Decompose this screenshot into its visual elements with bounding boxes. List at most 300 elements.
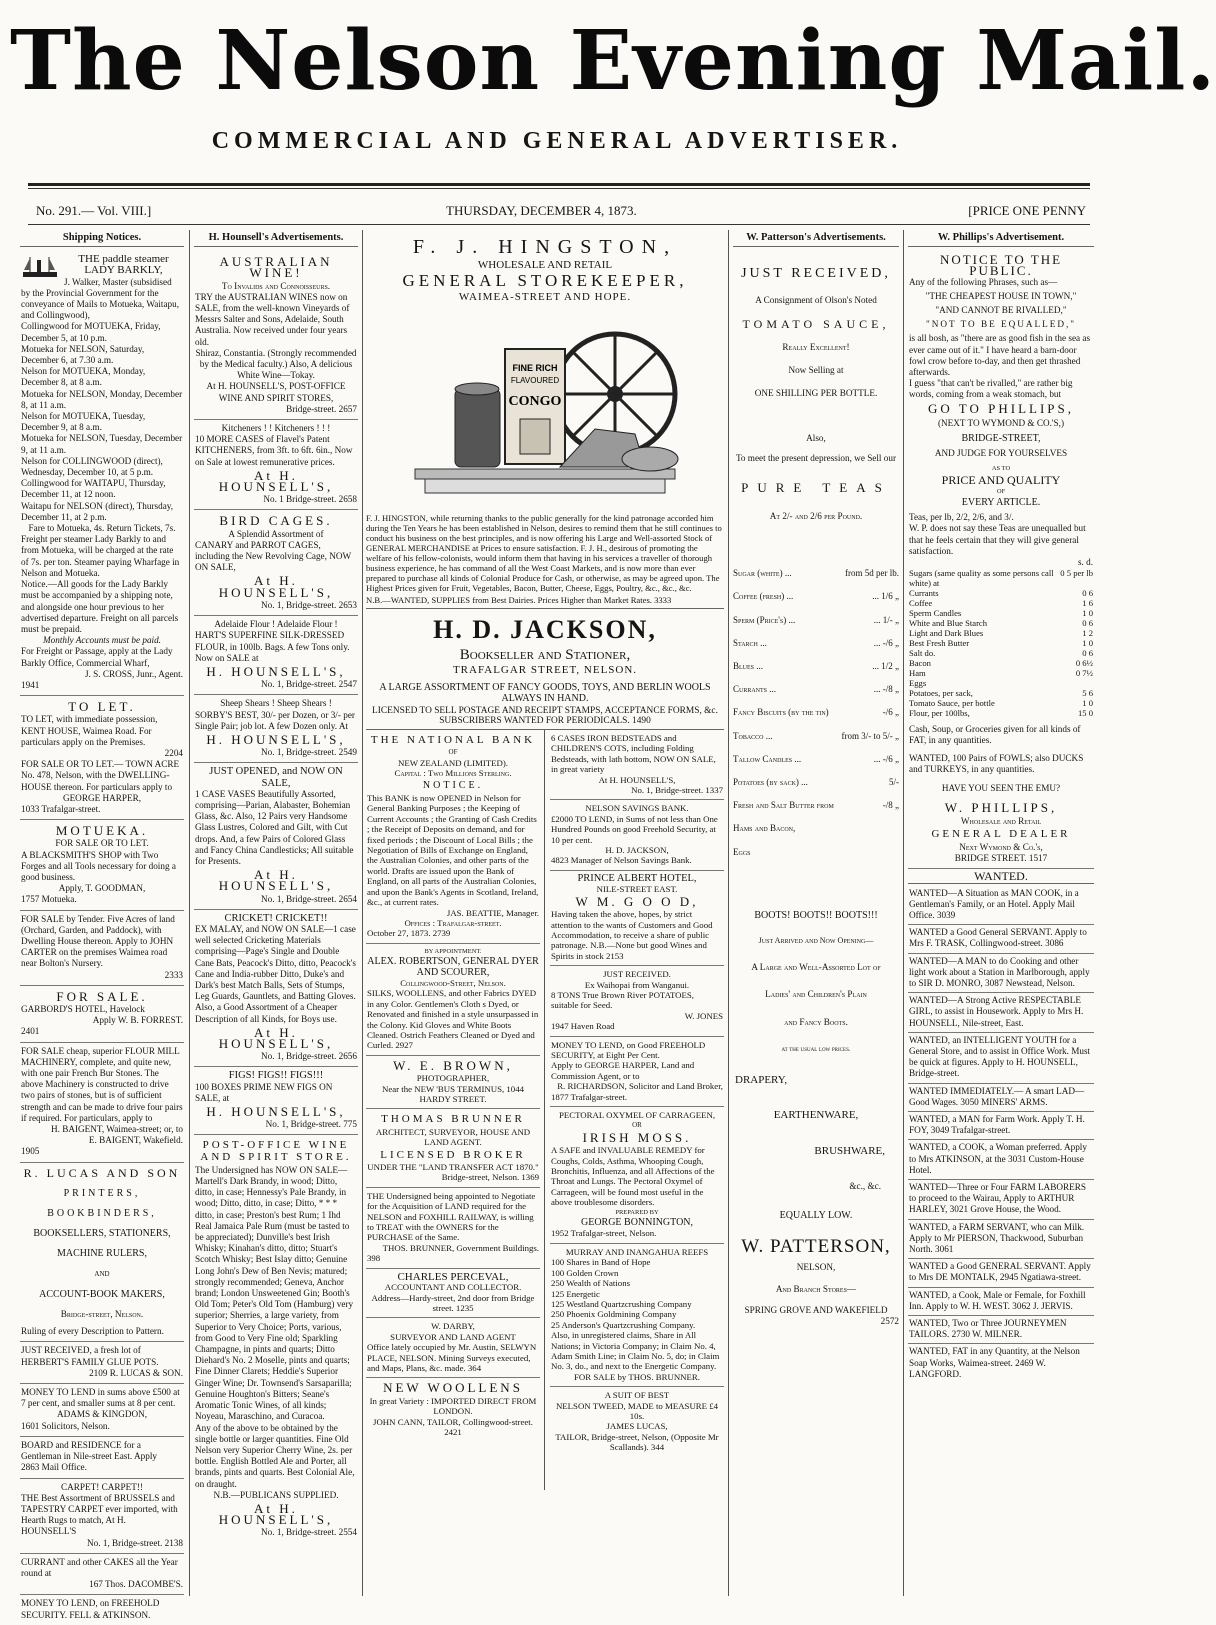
phillips-fowls: WANTED, 100 Pairs of FOWLS; also DUCKS and TURKEYS, in any quantities. bbox=[909, 752, 1084, 774]
masthead-rule-second bbox=[28, 188, 1090, 189]
ad-currant bbox=[20, 1554, 184, 1596]
ad-line: BOOKSELLERS, STATIONERS, bbox=[33, 1228, 171, 1240]
ship-line: Collingwood for WAITAPU, Thursday, December 11, at 12 noon. bbox=[21, 478, 166, 500]
ad-body: TRY the AUSTRALIAN WINES now on SALE, from the well-known Vineyards of Messrs Salter and Sons, Adelaide, South Australia. Now received under four years old. bbox=[195, 291, 350, 347]
ad-address: TAILOR, Bridge-street, Nelson, (Opposite Mr Scallands). 344 bbox=[555, 1431, 719, 1453]
ad-signature: FOR SALE by THOS. BRUNNER. bbox=[574, 1371, 700, 1382]
phillips-every: EVERY ARTICLE. bbox=[961, 497, 1041, 509]
ad-tweed bbox=[550, 1387, 724, 1456]
phillips-name: W. PHILLIPS, bbox=[944, 800, 1058, 816]
jackson-body-2: LICENSED TO SELL POSTAGE AND RECEIPT STAMPS, ACCEPTANCE FORMS, &c. SUBSCRIBERS WANTED FOR PERIODICALS. 1490 bbox=[372, 706, 718, 726]
patterson-price-list bbox=[733, 562, 899, 864]
ship-line: Fare to Motueka, 4s. Return Tickets, 7s. bbox=[28, 523, 176, 534]
ad-body: The Undersigned has NOW ON SALE— Martell's Dark Brandy, in wood; Ditto, ditto, in case; Hennessy's Pale Brandy, in wood; Ditto, ditto, in case; Ditto, * * * ditto, in case; Preston's best Rum; 1 Ihd Real Jamaica Pale Rum (must be tasted to be appreciated); Dunville's best Irish Whisky; Kinahan's ditto, ditto; Stuart's Scotch Whisky; Best Islay ditto; Genuine Long John's Dew of Ben Nevis; matured; strongly recommended; Geneva, Anchor brand; London Unsweetened Gin; Booth's Old Tom; Peter's Old Tom (Hamburg) very superior; Sherries, a large variety, from Superior to Very Choice; Ports, various, from Good to Very Fine old; Sparkling Champagne, in pints and quarts; Ditto Diehard's No. 2 Moselle, pints and quarts; Fine Dinner Clarets; Heddie's Superior Ginger Wine; Dr. Townsend's Sarsaparilla; Genuine Houghton's Bitters; Seane's Aromatic Tonic Wines, of all kinds; Noyeau, Maraschino, and Curacoa. bbox=[195, 1164, 354, 1422]
ad-oxymel bbox=[550, 1107, 724, 1244]
phillips-price-quality: PRICE AND QUALITY bbox=[941, 472, 1061, 487]
hingston-nb: N.B.—WANTED, SUPPLIES from Best Dairies. Prices Higher than Market Rates. 3333 bbox=[366, 595, 672, 605]
ad-at: At H. HOUNSELL'S, bbox=[598, 774, 676, 785]
ad-address: No. 1 Bridge-street. 2658 bbox=[263, 494, 357, 505]
ad-signature: JAMES LUCAS, bbox=[606, 1421, 668, 1432]
price-row: Tobacco ... from 3/- to 5/- „ bbox=[733, 730, 899, 741]
jackson-body: A LARGE ASSORTMENT OF FANCY GOODS, TOYS, AND BERLIN WOOLS ALWAYS IN HAND. bbox=[379, 682, 711, 704]
ad-line: Offices : Trafalgar-street. bbox=[404, 917, 502, 928]
ad-heading: JUST RECEIVED. bbox=[603, 969, 671, 980]
ad-line: Collingwood-Street, Nelson. bbox=[400, 977, 506, 988]
ship-line: J. Walker, Master (subsidised by the Provincial Government for the conveyance of Mails to Motueka, Waitapu, and Collingwood), bbox=[21, 276, 180, 321]
ad-line: NOTICE. bbox=[422, 779, 484, 791]
ad-heading: PRINCE ALBERT HOTEL, bbox=[577, 872, 697, 884]
ad-lucas-printers bbox=[20, 1163, 184, 1343]
ad-body: 100 BOXES PRIME NEW FIGS ON SALE, at bbox=[195, 1081, 333, 1103]
ad-heading: Adelaide Flour ! Adelaide Flour ! bbox=[214, 619, 338, 630]
center-right-subcolumn bbox=[550, 730, 724, 1457]
tin-label-flavoured: FLAVOURED bbox=[510, 376, 560, 385]
ship-line: Freight per steamer Lady Barkly to and from Motueka, will be charged at the rate of 7s. per ton. Steamer paying Wharfage in Nelson and Motueka. bbox=[21, 534, 180, 578]
ad-line: OF bbox=[448, 748, 458, 757]
tin-label-congo: CONGO bbox=[508, 394, 562, 409]
phillips-of: OF bbox=[996, 487, 1006, 495]
ad-money-to-lend bbox=[20, 1384, 184, 1437]
table-row: White and Blue Starch 0 6 bbox=[909, 618, 1093, 629]
table-row: Sperm Candles 1 0 bbox=[909, 608, 1093, 619]
ad-signature: Apply W. B. FORREST. bbox=[92, 1015, 183, 1026]
ad-at: H. HOUNSELL'S, bbox=[206, 731, 346, 747]
phillips-table-head: s. d. bbox=[1077, 557, 1093, 568]
ad-number: 1905 bbox=[21, 1146, 40, 1157]
ad-jackson bbox=[366, 615, 724, 730]
phillips-phrase: "AND CANNOT BE RIVALLED," bbox=[935, 305, 1067, 316]
phillips-bridge-street: BRIDGE STREET. 1517 bbox=[954, 853, 1048, 864]
patterson-brushware: BRUSHWARE, bbox=[814, 1144, 885, 1157]
ad-murray-reefs bbox=[550, 1244, 724, 1387]
phillips-price-table bbox=[909, 568, 1093, 718]
phillips-body: is all bosh, as "there are as good fish in the sea as ever came out of it." I have heard a barn-door fowl crow before to-day, and then get thrashed afterwards. bbox=[909, 333, 1091, 378]
ad-body: 6 CASES IRON BEDSTEADS and CHILDREN'S COTS, including Folding Bedsteads, with lath bottom, NOW ON SALE, in great variety bbox=[551, 733, 716, 775]
ad-address: 1947 Haven Road bbox=[551, 1021, 615, 1032]
ad-line: MACHINE RULERS, bbox=[56, 1248, 147, 1260]
ad-tender bbox=[20, 911, 184, 986]
wanted-ad: WANTED, Two or Three JOURNEYMEN TAILORS. 2730 W. MILNER. bbox=[908, 1316, 1094, 1344]
ad-brunner bbox=[366, 1109, 540, 1187]
ad-heading: AUSTRALIAN WINE! bbox=[219, 254, 333, 281]
ad-address: No. 1, Bridge-street. 2653 bbox=[261, 599, 357, 610]
column-hounsell bbox=[194, 232, 358, 1594]
ad-line: BOOKBINDERS, bbox=[47, 1208, 157, 1220]
wanted-ad: WANTED—A Strong Active RESPECTABLE GIRL, to assist in Housework. Apply to Mrs H. HOUNSELL, Nile-street, East. bbox=[908, 993, 1094, 1033]
table-row: Bacon 0 6½ bbox=[909, 658, 1093, 669]
patterson-pure-teas: PURE TEAS bbox=[741, 479, 891, 495]
ad-number: 1757 Motueka. bbox=[21, 894, 77, 905]
price-row: Hams and Bacon, bbox=[733, 823, 796, 834]
ad-heading: NELSON SAVINGS BANK. bbox=[585, 803, 689, 814]
table-row: Tomato Sauce, per bottle 1 0 bbox=[909, 698, 1093, 709]
ad-at: At H. HOUNSELL'S, bbox=[218, 1500, 334, 1528]
ad-adelaide-flour bbox=[194, 616, 358, 695]
ad-address: Bridge-street, Nelson. 1369 bbox=[441, 1172, 539, 1183]
ad-signature: THOS. BRUNNER, Government Buildings. bbox=[382, 1242, 539, 1253]
ad-national-bank bbox=[366, 730, 540, 944]
ad-number: 1033 Trafalgar-street. bbox=[21, 803, 101, 814]
ad-line: NILE-STREET EAST. bbox=[596, 884, 678, 895]
ad-signature: E. BAIGENT, Wakefield. bbox=[88, 1135, 183, 1146]
ad-note: Any of the above to be obtained by the single bottle or larger quantities. Fine Old Nelson very Superior Cherry Wine, 2s. per bottle. English Bottled Ale and Porter, all brands, pints and quarts. Best Colonial Ale, on draught. bbox=[195, 1422, 355, 1489]
ad-phillips bbox=[908, 251, 1094, 869]
ad-body: SILKS, WOOLLENS, and other Fabrics DYED in any Color. Gentlemen's Cloth s Dyed, or Renovated and finished in a style unsurpassed in the Colony. Kid Gloves and White Boots Cleaned. Ostrich Feathers Cleaned or Dyed and Curled. 2927 bbox=[367, 988, 539, 1051]
ad-flour-mill bbox=[20, 1043, 184, 1163]
ad-heading: MURRAY AND INANGAHUA REEFS bbox=[565, 1246, 709, 1257]
table-row: Ham 0 7½ bbox=[909, 668, 1093, 679]
phillips-phrase: "THE CHEAPEST HOUSE IN TOWN," bbox=[925, 290, 1077, 301]
share-line: 125 Energetic bbox=[551, 1288, 600, 1299]
ship-line: Nelson for MOTUEKA, Tuesday, December 9, at 8 a.m. bbox=[21, 411, 146, 433]
ad-at: H. HOUNSELL'S, bbox=[206, 663, 346, 679]
ship-line: J. S. CROSS, Junr., Agent. bbox=[84, 668, 183, 679]
hingston-address: WAIMEA-STREET AND HOPE. bbox=[458, 291, 632, 303]
ad-address: No. 1, Bridge-street. 2547 bbox=[261, 679, 357, 690]
ad-body: BOARD and RESIDENCE for a Gentleman in Nile-street East. Apply bbox=[21, 1439, 157, 1462]
ad-savings-bank bbox=[550, 800, 724, 870]
ad-iron-bedsteads bbox=[550, 730, 724, 800]
table-row: Light and Dark Blues 1 2 bbox=[909, 628, 1093, 639]
price-row: Blues ... ... 1/2 „ bbox=[733, 661, 899, 672]
ad-body: £2000 TO LEND, in Sums of not less than One Hundred Pounds on good Freehold Security, at 10 per cent. bbox=[551, 813, 718, 845]
newspaper-title: The Nelson Evening Mail. bbox=[10, 13, 1216, 109]
phillips-cash: Cash, Soup, or Groceries given for all kinds of FAT, in any quantities. bbox=[909, 724, 1081, 746]
subcolumn-divider bbox=[544, 730, 545, 1490]
ad-signature: H. D. JACKSON, bbox=[605, 845, 669, 856]
ad-signature: GEORGE BONNINGTON, bbox=[580, 1217, 694, 1229]
ad-board bbox=[20, 1437, 184, 1479]
ad-to-let bbox=[20, 696, 184, 820]
phillips-as-to: AS TO bbox=[991, 465, 1011, 473]
ad-body: MONEY TO LEND, on FREEHOLD SECURITY. FELL & ATKINSON. bbox=[21, 1598, 160, 1620]
ship-line: Monthly Accounts must be paid. bbox=[43, 635, 161, 646]
wanted-ad: WANTED a Good General SERVANT. Apply to Mrs F. TRASK, Collingwood-street. 3086 bbox=[908, 925, 1094, 953]
phillips-go-to: GO TO PHILLIPS, bbox=[927, 400, 1074, 416]
jackson-name: H. D. JACKSON, bbox=[433, 615, 657, 644]
ad-body: 1 CASE VASES Beautifully Assorted, comprising—Parian, Alabaster, Bohemian Glass, &c. Also, 12 Pairs very Handsome Glass Lustres, Colored and Gilt, with Cut drops. And, a few Pairs of Colored Glass and Fancy China Candlesticks; All suitable for Presents. bbox=[195, 788, 354, 866]
patterson-consignment: A Consignment of Olson's Noted bbox=[755, 295, 877, 306]
wanted-ad: WANTED, FAT in any Quantity, at the Nelson Soap Works, Waimea-street. 2469 W. LANGFORD. bbox=[909, 1346, 1080, 1379]
ad-body: In great Variety : IMPORTED DIRECT FROM LONDON. bbox=[369, 1395, 537, 1417]
ad-heading: A SUIT OF BEST bbox=[604, 1390, 670, 1401]
patterson-name: W. PATTERSON, bbox=[741, 1236, 891, 1258]
ad-body: MONEY TO LEND, on Good FREEHOLD SECURITY, at Eight Per Cent. bbox=[551, 1039, 706, 1060]
masthead bbox=[0, 0, 1216, 180]
ad-at: At H. HOUNSELL'S, POST-OFFICE WINE AND SPIRIT STORES, bbox=[206, 381, 346, 403]
center-left-subcolumn bbox=[366, 730, 540, 1441]
ad-address: No. 1, Bridge-street. 2549 bbox=[261, 747, 357, 758]
ad-body: Also, in unregistered claims, Share in All Nations; in Victoria Company; in Claim No. 4, Adam Smith Line; in Claim No. 5, do; in Claim No. 3, do., and next to the Energetic Company. bbox=[551, 1330, 720, 1372]
ad-perceval bbox=[366, 1269, 540, 1319]
ad-cricket bbox=[194, 910, 358, 1068]
price-row: Sperm (Price's) ... ... 1/- „ bbox=[733, 614, 899, 625]
ship-name: THE paddle steamer LADY BARKLY, bbox=[78, 253, 169, 277]
patterson-equally-low: EQUALLY LOW. bbox=[779, 1209, 853, 1221]
table-row: Flour, per 100lbs, 15 0 bbox=[909, 708, 1093, 719]
table-row: Currants 0 6 bbox=[909, 588, 1093, 599]
share-line: 250 Phoenix Goldmining Company bbox=[551, 1309, 677, 1320]
hingston-subtitle: WHOLESALE AND RETAIL bbox=[477, 259, 613, 271]
patterson-depression: To meet the present depression, we Sell our bbox=[735, 452, 897, 463]
patterson-spring-grove: SPRING GROVE AND WAKEFIELD bbox=[744, 1304, 888, 1315]
ad-heading: JUST OPENED, and NOW ON SALE, bbox=[209, 766, 343, 789]
ship-line: Nelson for MOTUEKA, Monday, December 8, at 8 a.m. bbox=[21, 366, 146, 388]
phillips-teas: Teas, per lb, 2/2, 2/6, and 3/. bbox=[909, 512, 1014, 523]
ad-address: No. 1, Bridge-street. 2656 bbox=[261, 1051, 357, 1062]
ship-line: Motueka for NELSON, Tuesday, December 9, at 11 a.m. bbox=[21, 433, 183, 455]
phillips-bridge: BRIDGE-STREET, bbox=[961, 433, 1041, 445]
ad-line: PHOTOGRAPHER, bbox=[416, 1073, 490, 1084]
column-divider bbox=[189, 230, 190, 1596]
wanted-ad: WANTED—A MAN to do Cooking and other light work about a Station in Marlborough, apply to SIR D. MONRO, 3087 Newstead, Nelson. bbox=[908, 954, 1094, 994]
patterson-really: Really Excellent! bbox=[782, 341, 850, 352]
ad-brown bbox=[366, 1056, 540, 1110]
ship-line: Nelson for COLLINGWOOD (direct), Wednesday, December 10, at 5 p.m. bbox=[21, 455, 163, 478]
ad-number: 2401 bbox=[21, 1026, 40, 1037]
center-subcolumns bbox=[366, 730, 724, 1490]
newspaper-subtitle: COMMERCIAL AND GENERAL ADVERTISER. bbox=[211, 128, 903, 154]
jackson-address: TRAFALGAR STREET, NELSON. bbox=[452, 664, 638, 676]
wanted-ad: WANTED—A Situation as MAN COOK, in a Gentleman's Family, or an Hotel. Apply Mail Office. 3039 bbox=[908, 886, 1094, 926]
ad-line: BY APPOINTMENT. bbox=[424, 947, 482, 955]
ad-body: Having taken the above, hopes, by strict attention to the wants of Customers and Good Accommodation, to receive a share of public patronage. N.B.—None but good Wines and Spirits in stock 2153 bbox=[551, 909, 713, 961]
ad-heading: ALEX. ROBERTSON, GENERAL DYER AND SCOURER, bbox=[367, 956, 539, 978]
phillips-judge: AND JUDGE FOR YOURSELVES bbox=[934, 448, 1068, 459]
ad-line: LICENSED BROKER bbox=[380, 1148, 526, 1161]
ad-body: Office lately occupied by Mr. Austin, SELWYN PLACE, NELSON. Mining Surveys executed, and Maps, Plans, &c. made. 364 bbox=[367, 1342, 537, 1373]
ad-body: A BLACKSMITH'S SHOP with Two Forges and all Tools necessary for doing a good business. bbox=[21, 849, 176, 882]
price-row: Potatoes (by sack) ... 5/- bbox=[733, 777, 899, 788]
ad-heading: Sheep Shears ! Sheep Shears ! bbox=[220, 698, 332, 709]
issue-price: [PRICE ONE PENNY bbox=[968, 203, 1086, 218]
patterson-price: ONE SHILLING PER BOTTLE. bbox=[754, 388, 878, 399]
share-line: 25 Anderson's Quartzcrushing Company. bbox=[551, 1319, 696, 1330]
patterson-just-received: JUST RECEIVED, bbox=[741, 266, 891, 282]
ad-body: GARBORD'S HOTEL, Havelock bbox=[21, 1004, 145, 1014]
ad-address: No. 1, Bridge-street. 1337 bbox=[631, 785, 723, 796]
ad-line: ARCHITECT, SURVEYOR, HOUSE AND LAND AGENT. bbox=[375, 1126, 531, 1148]
coffee-mill-tea-tin-illustration bbox=[395, 309, 695, 509]
ad-signature: R. RICHARDSON, Solicitor and Land Broker, bbox=[557, 1081, 723, 1092]
ad-freehold bbox=[20, 1595, 184, 1624]
table-row: Eggs bbox=[909, 678, 927, 689]
masthead-rule-top bbox=[28, 183, 1090, 186]
ad-potatoes bbox=[550, 966, 724, 1036]
jackson-trade: Bookseller and Stationer, bbox=[459, 647, 631, 663]
ad-line: ACCOUNT-BOOK MAKERS, bbox=[39, 1288, 165, 1300]
ad-number: 2333 bbox=[164, 969, 183, 980]
ad-body: FOR SALE cheap, superior FLOUR MILL MACHINERY, complete, and quite new, with one pair French Bur Stones. The above Machinery is constructed to drive two pairs of stones, but is of sufficient strength and can be made to drive four pairs if required. For particulars, apply to bbox=[21, 1045, 183, 1123]
ad-body: Apply to GEORGE HARPER, Land and Commission Agent, or to bbox=[551, 1060, 695, 1081]
wanted-ad: WANTED, a FARM SERVANT, who can Milk. Apply to Mr PIERSON, Thackwood, Suburban North. 3061 bbox=[908, 1220, 1094, 1260]
patterson-boots-lot: A Large and Well-Assorted Lot of bbox=[751, 962, 881, 973]
wanted-ad: WANTED IMMEDIATELY.— A smart LAD—Good Wages. 3050 MINERS' ARMS. bbox=[908, 1084, 1094, 1112]
ad-line: W M. G O O D, bbox=[575, 893, 699, 909]
ad-heading: CHARLES PERCEVAL, bbox=[397, 1270, 509, 1283]
ad-heading: FOR SALE. bbox=[56, 988, 148, 1004]
ad-subheading: FOR SALE OR TO LET. bbox=[55, 838, 149, 849]
column-divider bbox=[362, 230, 363, 1596]
issue-date: THURSDAY, DECEMBER 4, 1873. bbox=[446, 203, 637, 218]
ad-body: A SAFE and INVALUABLE REMEDY for Coughs, Colds, Asthma, Whooping Cough, Bronchitis, Influenza, and all Affections of the Throat and Lungs. The Pectoral Oxymel of Carrageen, will be found most useful in the above troublesome disorders. bbox=[551, 1145, 715, 1208]
ad-address: 4823 Manager of Nelson Savings Bank. bbox=[551, 855, 692, 866]
patterson-boots-ladies: Ladies' and Children's Plain bbox=[765, 989, 867, 1000]
ad-darby bbox=[366, 1318, 540, 1378]
patterson-tomato-sauce: TOMATO SAUCE, bbox=[742, 316, 890, 331]
patterson-boots-sub: Just Arrived and Now Opening— bbox=[758, 936, 874, 946]
ad-signature: 167 Thos. DACOMBE'S. bbox=[89, 1579, 183, 1590]
ad-body: FOR SALE by Tender. Five Acres of land (Orchard, Garden, and Paddock), with Dwelling House thereon. Apply to JOHN CARTER on the premises Waimea road near Bolton's Nursery. bbox=[21, 913, 175, 969]
patterson-now-selling: Now Selling at bbox=[788, 365, 844, 376]
ad-line: ACCOUNTANT AND COLLECTOR. bbox=[384, 1282, 522, 1293]
ad-body: THE Best Assortment of BRUSSELS and TAPESTRY CARPET ever imported, with Hearth Rugs to match, At H. HOUNSELL'S bbox=[21, 1492, 178, 1537]
ad-line: NEW ZEALAND (LIMITED). bbox=[397, 757, 508, 768]
table-row: Best Fresh Butter 1 0 bbox=[909, 638, 1093, 649]
ad-line: UNDER THE "LAND TRANSFER ACT 1870." bbox=[367, 1162, 539, 1173]
ad-glue bbox=[20, 1342, 184, 1384]
issue-number: No. 291.— Vol. VIII.] bbox=[36, 203, 152, 218]
ad-address: No. 1, Bridge-street. 2138 bbox=[87, 1537, 183, 1548]
share-line: 125 Westland Quartzcrushing Company bbox=[551, 1298, 692, 1309]
column-phillips bbox=[908, 232, 1094, 1594]
ad-at: At H. HOUNSELL'S, bbox=[218, 467, 334, 495]
ad-body: HART'S SUPERFINE SILK-DRESSED FLOUR, in 100lb. Bags. A few Tons only. Now on SALE at bbox=[195, 630, 350, 663]
ad-body: NELSON TWEED, MADE to MEASURE £4 10s. bbox=[555, 1400, 719, 1421]
ad-heading: CARPET! CARPET!! bbox=[61, 1481, 143, 1492]
ad-address: No. 1, Bridge-street. 775 bbox=[265, 1119, 357, 1130]
ad-line: Capital : Two Millions Sterling. bbox=[394, 768, 512, 779]
ad-note: Ruling of every Description to Pattern. bbox=[21, 1326, 164, 1337]
column-heading: W. Patterson's Advertisements. bbox=[733, 232, 899, 247]
ad-number: 2572 bbox=[880, 1315, 899, 1326]
ad-heading: R. LUCAS AND SON bbox=[23, 1165, 181, 1180]
price-row: Sugar (white) ... from 5d per lb. bbox=[733, 568, 899, 579]
ad-body: THE Undersigned being appointed to Negotiate for the Acquisition of LAND required for the NELSON and FOXHILL RAILWAY, is willing to TREAT with the OWNERS for the PURCHASE of the Same. bbox=[367, 1190, 536, 1243]
ad-signature: Apply, T. GOODMAN, bbox=[58, 883, 146, 894]
ad-sheep-shears bbox=[194, 695, 358, 763]
ad-address: Bridge-street. 2657 bbox=[286, 403, 357, 414]
wanted-ad: WANTED, a MAN for Farm Work. Apply T. H. FOY, 3049 Trafalgar-street. bbox=[908, 1112, 1094, 1140]
ad-signature: ADAMS & KINGDON, bbox=[56, 1409, 148, 1420]
ad-heading: PECTORAL OXYMEL OF CARRAGEEN, bbox=[558, 1110, 716, 1120]
ad-heading: THE NATIONAL BANK bbox=[370, 734, 536, 746]
ad-at: H. HOUNSELL'S, bbox=[206, 1104, 346, 1120]
wanted-heading: WANTED. bbox=[908, 871, 1094, 883]
ad-body: JUST RECEIVED, a fresh lot of HERBERT'S FAMILY GLUE POTS. bbox=[21, 1345, 159, 1367]
wanted-ad: WANTED, an INTELLIGENT YOUTH for a General Store, and to assist in Office Work. Must be quick at figures. Apply to H. HOUNSELL, Bridge-street. bbox=[908, 1033, 1094, 1084]
column-heading: W. Phillips's Advertisement. bbox=[908, 232, 1094, 247]
share-line: 250 Wealth of Nations bbox=[551, 1278, 631, 1289]
wanted-ad: WANTED, a COOK, a Woman preferred. Apply to Mrs ATKINSON, at the 3031 Custom-House Hotel. bbox=[908, 1140, 1094, 1180]
patterson-boots-fancy: and Fancy Boots. bbox=[784, 1016, 848, 1027]
ad-heading: THOMAS BRUNNER bbox=[381, 1113, 525, 1126]
ad-heading: FIGS! FIGS!! FIGS!!! bbox=[228, 1070, 324, 1082]
ad-line: SURVEYOR AND LAND AGENT bbox=[390, 1331, 516, 1342]
share-line: 100 Golden Crown bbox=[551, 1267, 619, 1278]
price-row: Starch ... ... -/6 „ bbox=[733, 637, 899, 648]
phillips-next: (NEXT TO WYMOND & CO.'S,) bbox=[937, 417, 1065, 428]
table-row: Potatoes, per sack, 5 6 bbox=[909, 688, 1093, 699]
price-row: Coffee (fresh) ... ... 1/6 „ bbox=[733, 591, 899, 602]
table-row: Sugars (same quality as some persons call white) at 0 5 per lb bbox=[909, 568, 1093, 589]
ad-body: SORBY'S BEST, 30/- per Dozen, or 3/- per Single Pair; job lot. A few Dozen only. At bbox=[195, 709, 355, 731]
table-row: Coffee 1 6 bbox=[909, 598, 1093, 609]
patterson-etc: &c., &c. bbox=[849, 1180, 881, 1191]
phillips-phrase: "NOT TO BE EQUALLED," bbox=[925, 319, 1077, 330]
ad-body: 10 MORE CASES of Flavel's Patent KITCHENERS, from 3ft. to 6ft. 6in., Now on Sale at lowest remunerative prices. bbox=[195, 434, 353, 467]
ad-robertson bbox=[366, 944, 540, 1056]
price-row: Tallow Candles ... ... -/6 „ bbox=[733, 753, 899, 764]
ad-signature: GEORGE HARPER, bbox=[62, 792, 142, 803]
ad-number: 1941 bbox=[21, 679, 40, 690]
tin-label-fine-rich: FINE RICH bbox=[512, 363, 558, 373]
issue-line bbox=[36, 203, 1086, 221]
ad-body: TO LET, with immediate possession, KENT HOUSE, Waimea Road. For particulars apply on the Premises. bbox=[21, 714, 158, 747]
patterson-branch: And Branch Stores— bbox=[775, 1283, 857, 1294]
issue-rule-bottom bbox=[28, 224, 1090, 225]
ad-subheading: A Splendid Assortment of bbox=[228, 528, 324, 539]
ad-body: FOR SALE OR TO LET.— TOWN ACRE No. 478, Nelson, with the DWELLING-HOUSE thereon. For particulars apply to bbox=[21, 759, 180, 792]
patterson-teas-price: At 2/- and 2/6 per Pound. bbox=[769, 511, 863, 522]
ad-signature: JOHN CANN, TAILOR, Collingwood-street. 2421 bbox=[373, 1416, 533, 1437]
ad-line: OR bbox=[632, 1121, 642, 1130]
patterson-earthenware: EARTHENWARE, bbox=[773, 1109, 859, 1122]
hingston-trade: GENERAL STOREKEEPER, bbox=[402, 271, 688, 290]
ad-signature: 2863 Mail Office. bbox=[21, 1462, 87, 1473]
column-patterson bbox=[733, 232, 899, 1594]
ad-hingston bbox=[366, 236, 724, 609]
phillips-guess: I guess "that can't be rivalled," are rather big words, coming from a weak stomach, but bbox=[909, 378, 1073, 400]
ad-signature: JAS. BEATTIE, Manager. bbox=[446, 907, 539, 918]
ad-heading: MOTUEKA. bbox=[55, 823, 149, 839]
ad-kitcheners bbox=[194, 420, 358, 510]
ship-line: Collingwood for MOTUEKA, Friday, December 5, at 10 p.m. bbox=[21, 321, 161, 343]
ad-railway bbox=[366, 1188, 540, 1269]
ad-harper-money bbox=[550, 1037, 724, 1107]
ad-body: CURRANT and other CAKES all the Year round at bbox=[21, 1556, 178, 1578]
phillips-notice: NOTICE TO THE PUBLIC. bbox=[939, 252, 1063, 279]
ad-prince-albert bbox=[550, 871, 724, 966]
ad-for-sale bbox=[20, 986, 184, 1043]
ad-number: 2204 bbox=[164, 747, 183, 758]
ad-heading: W. E. BROWN, bbox=[393, 1057, 513, 1073]
ad-woollens bbox=[366, 1378, 540, 1441]
wanted-section bbox=[908, 871, 1094, 1383]
ad-line: PRINTERS, bbox=[63, 1187, 141, 1199]
ship-line: Notice.—All goods for the Lady Barkly must be accompanied by a shipping note, and alongside one hour previous to her advertised departure. Freight on all parcels must be prepaid. bbox=[21, 579, 179, 634]
column-shipping-notices bbox=[20, 232, 184, 1620]
ship-line: Waitapu for NELSON (direct), Thursday, December 11, at 2 p.m. bbox=[21, 500, 174, 522]
ad-body: MONEY TO LEND in sums above £500 at 7 per cent, and smaller sums at 8 per cent. bbox=[21, 1387, 180, 1409]
ad-note: N.B.—PUBLICANS SUPPLIED. bbox=[213, 1489, 339, 1500]
wanted-ad: WANTED—Three or Four FARM LABORERS to proceed to the Wairau, Apply to ARTHUR HARLEY, 3021 Grove House, the Wood. bbox=[908, 1180, 1094, 1220]
share-line: 100 Shares in Band of Hope bbox=[551, 1257, 651, 1268]
ad-line: Near the NEW 'BUS TERMINUS, 1044 HARDY STREET. bbox=[382, 1083, 524, 1104]
price-row: Fresh and Salt Butter from -/8 „ bbox=[733, 800, 899, 811]
hingston-body: F. J. HINGSTON, while returning thanks to the public generally for the kind patronage accorded him during the Ten Years he has been established in Nelson, desires to remind them that he still continues to conduct his business on the best principles, and is now offering his Large and Well-assorted Stock of GENERAL MERCHANDISE at Prices to ensure satisfaction. F. J. H., desirous of promoting the welfare of his fellow-colonists, would inform them that having in his services a traveller of thorough business experience, he has command of all the West Coast Markets, and is now more than ever prepared to purchase all kinds of Colonial Produce for Cash, or otherwise, as may be agreed upon. The Highest Prices given for Fruit, Vegetables, Bacon, Butter, Cheese, Eggs, Poultry, &c., &c., &c. bbox=[366, 513, 722, 593]
ad-body: CANARY and PARROT CAGES, including the New Revolving Cage, NOW ON SALE, bbox=[195, 539, 351, 573]
ad-figs bbox=[194, 1067, 358, 1135]
ad-line: Address—Hardy-street, 2nd door from Bridge street. 1235 bbox=[371, 1292, 535, 1313]
phillips-teas-note: W. P. does not say these Teas are unequalled but that he feels certain that they will give general satisfaction. bbox=[909, 523, 1086, 556]
ad-heading: NEW WOOLLENS bbox=[383, 1380, 523, 1396]
ad-lady-barkly bbox=[20, 251, 184, 696]
ad-body: EX MALAY, and NOW ON SALE—1 case well selected Cricketing Materials comprising—Page's Single and Double Cane Bats, Peacock's Ditto, ditto, Peacock's Cane and India-rubber Ditto, Duke's and Dark's best Match Balls, Sets of Stumps, Leg Guards, Gauntlets, and Batting Gloves. Also, a Good Assortment of a Cheaper Description of all Kinds, for Boys use. bbox=[195, 923, 356, 1024]
patterson-drapery: DRAPERY, bbox=[735, 1074, 788, 1087]
patterson-nelson: NELSON, bbox=[796, 1262, 836, 1273]
wanted-ad: WANTED a Good GENERAL SERVANT. Apply to Mrs DE MONTALK, 2945 Ngatiawa-street. bbox=[908, 1259, 1094, 1287]
